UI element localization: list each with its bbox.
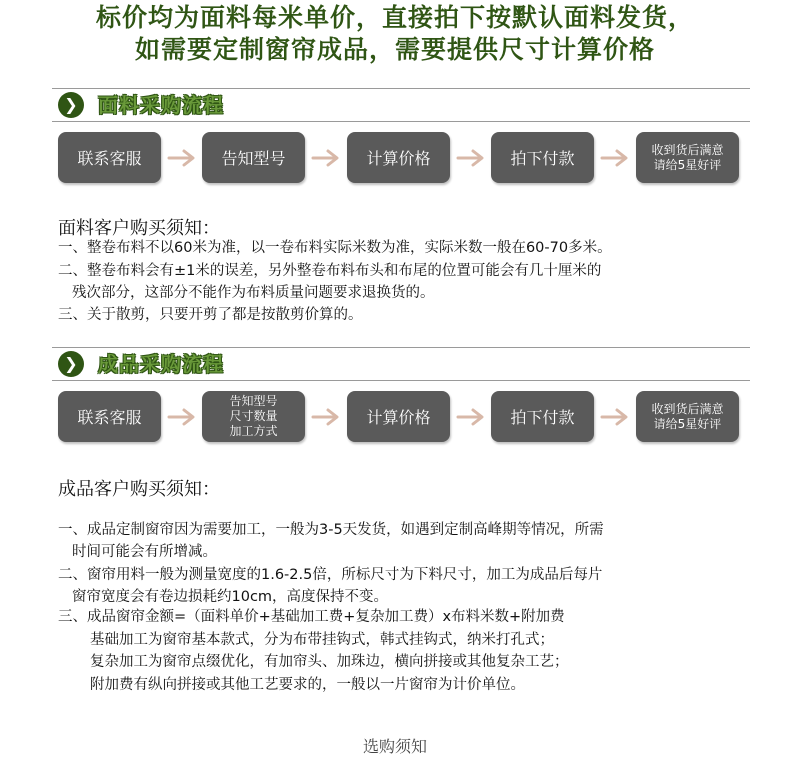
fabric-notes-title: 面料客户购买须知： [58,218,220,239]
product-step-3 [347,391,450,442]
chevron-right-icon: ❯ [58,92,84,118]
step-label: 联系客服 [77,408,142,427]
fabric-note-line: 残次部分，这部分不能作为布料质量问题要求退换货的。 [72,285,435,301]
arrow-right-icon [456,407,486,427]
product-process-header [52,347,750,381]
product-note-line: 时间可能会有所增减。 [72,544,217,560]
product-note-line: 窗帘宽度会有卷边损耗约10cm，高度保持不变。 [72,589,389,605]
arrow-right-icon [167,148,197,168]
arrow-right-icon [600,407,630,427]
product-note-line: 复杂加工为窗帘点缀优化，有加帘头、加珠边，横向拼接或其他复杂工艺； [90,654,569,670]
header-line-2: 如需要定制窗帘成品，需要提供尺寸计算价格 [134,35,655,64]
arrow-right-icon [167,407,197,427]
divider-top [52,88,750,89]
step-label: 收到货后满意 [651,142,724,157]
product-step-4 [491,391,594,442]
header-line-1: 标价均为面料每米单价，直接拍下按默认面料发货， [95,3,694,32]
product-notes-title: 成品客户购买须知： [58,479,220,500]
step-label: 尺寸数量 [229,409,278,423]
divider-bottom [52,380,750,381]
product-step-5 [636,391,739,442]
step-label: 拍下付款 [510,408,575,427]
fabric-step-4 [491,132,594,183]
fabric-step-3 [347,132,450,183]
product-step-1 [58,391,161,442]
step-label: 拍下付款 [510,149,575,168]
fabric-step-5 [636,132,739,183]
step-label: 请给5星好评 [653,416,722,431]
product-note-line: 一、成品定制窗帘因为需要加工，一般为3-5天发货，如遇到定制高峰期等情况，所需 [58,522,604,538]
step-label: 计算价格 [366,149,431,168]
step-label: 告知型号 [221,149,286,168]
arrow-right-icon [311,148,341,168]
product-process-title: 成品采购流程 [98,352,224,376]
step-label: 告知型号 [229,394,278,408]
arrow-right-icon [600,148,630,168]
arrow-right-icon [456,148,486,168]
fabric-step-2 [202,132,305,183]
fabric-step-1 [58,132,161,183]
product-note-line: 三、成品窗帘金额=（面料单价+基础加工费+复杂加工费）x布料米数+附加费 [58,609,565,625]
step-label: 加工方式 [229,424,278,438]
fabric-process-header [52,88,750,122]
product-note-line: 附加费有纵向拼接或其他工艺要求的，一般以一片窗帘为计价单位。 [90,677,525,693]
fabric-process-title: 面料采购流程 [98,93,224,117]
product-step-2 [202,391,305,442]
fabric-note-line: 一、整卷布料不以60米为准，以一卷布料实际米数为准，实际米数一般在60-70多米。 [58,240,612,256]
fabric-note-line: 二、整卷布料会有±1米的误差，另外整卷布料布头和布尾的位置可能会有几十厘米的 [58,263,602,279]
arrow-right-icon [311,407,341,427]
divider-bottom [52,121,750,122]
step-label: 计算价格 [366,408,431,427]
step-label: 联系客服 [77,149,142,168]
chevron-right-icon: ❯ [58,351,84,377]
fabric-note-line: 三、关于散剪，只要开剪了都是按散剪价算的。 [58,307,363,323]
step-label: 请给5星好评 [653,157,722,172]
product-note-line: 二、窗帘用料一般为测量宽度的1.6-2.5倍，所标尺寸为下料尺寸，加工为成品后每片 [58,567,603,583]
divider-top [52,347,750,348]
step-label: 收到货后满意 [651,401,724,416]
footer-label: 选购须知 [362,737,427,756]
product-note-line: 基础加工为窗帘基本款式，分为布带挂钩式，韩式挂钩式，纳米打孔式； [90,632,554,648]
